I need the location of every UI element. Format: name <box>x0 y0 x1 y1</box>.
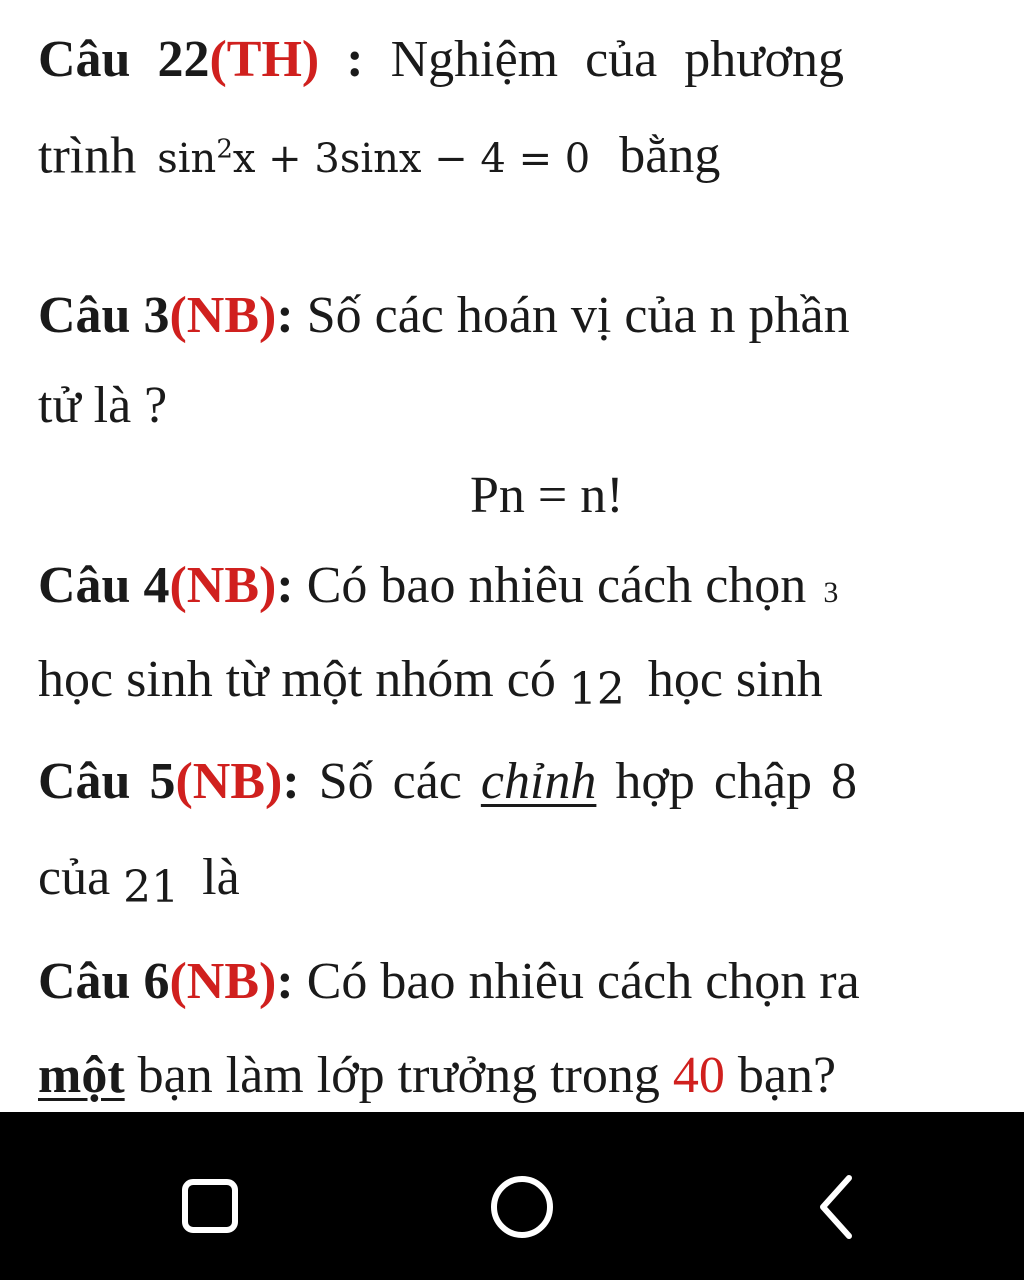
question-6-line2 <box>38 1046 836 1106</box>
question-text: học sinh từ một nhóm có <box>38 651 556 708</box>
question-level: (NB) <box>169 557 277 614</box>
question-3-line2 <box>38 376 167 436</box>
navigation-bar <box>0 1112 1024 1280</box>
question-text: bạn làm lớp trưởng trong <box>137 1047 660 1104</box>
recents-icon <box>180 1177 240 1237</box>
question-text: của <box>38 849 111 906</box>
question-22-line2 <box>38 120 720 189</box>
question-text: Số các hoán vị của n phần <box>306 287 850 344</box>
question-text: tử là ? <box>38 377 168 434</box>
question-number: 22 <box>157 31 210 88</box>
emphasized-word: chỉnh <box>480 753 597 810</box>
equation-exponent: 2 <box>216 135 233 165</box>
equation-rest: x + 3sinx − 4 = 0 <box>232 136 591 183</box>
formula-text: Pn = n! <box>470 467 624 524</box>
back-button[interactable] <box>776 1152 896 1262</box>
emphasized-word: một <box>38 1047 125 1104</box>
question-3-line1 <box>38 286 850 346</box>
question-22-line1 <box>38 30 844 90</box>
question-text-prefix: trình <box>38 127 137 185</box>
question-level: (NB) <box>169 287 277 344</box>
question-separator: : <box>276 557 294 614</box>
question-separator: : <box>276 287 294 344</box>
question-text: Nghiệm của phương <box>390 31 844 88</box>
home-button[interactable] <box>462 1152 582 1262</box>
question-text: Có bao nhiêu cách chọn <box>306 557 807 614</box>
total-value: 12 <box>568 664 625 715</box>
question-label: Câu 4 <box>38 557 170 614</box>
question-text: Số các <box>318 753 462 810</box>
equation <box>157 136 590 182</box>
question-separator: : <box>282 753 300 810</box>
question-text-end: hợp chập 8 <box>615 753 858 810</box>
count-value: 3 <box>823 576 839 609</box>
question-label: Câu 5 <box>38 753 176 810</box>
n-value: 21 <box>123 862 180 913</box>
question-level: (TH) <box>209 31 320 88</box>
question-level: (NB) <box>175 753 283 810</box>
question-4-line1 <box>38 556 838 623</box>
question-5-line2 <box>38 848 240 913</box>
back-icon <box>811 1172 861 1242</box>
question-5-line1 <box>38 752 857 812</box>
question-6-line1 <box>38 952 860 1012</box>
question-text-end: bạn? <box>737 1047 837 1104</box>
question-text-end: là <box>202 849 240 906</box>
question-label: Câu 3 <box>38 287 170 344</box>
equation-sin: sin <box>157 136 217 183</box>
question-label: Câu 6 <box>38 953 170 1010</box>
formula <box>470 466 624 526</box>
question-text: Có bao nhiêu cách chọn ra <box>306 953 860 1010</box>
question-text-suffix: bằng <box>619 127 721 185</box>
question-label: Câu <box>38 31 131 88</box>
question-4-line2 <box>38 650 823 715</box>
home-icon <box>487 1172 557 1242</box>
question-separator: : <box>319 31 364 88</box>
question-level: (NB) <box>169 953 277 1010</box>
recents-button[interactable] <box>150 1152 270 1262</box>
question-separator: : <box>276 953 294 1010</box>
question-text-end: học sinh <box>647 651 823 708</box>
highlighted-number: 40 <box>672 1047 725 1104</box>
